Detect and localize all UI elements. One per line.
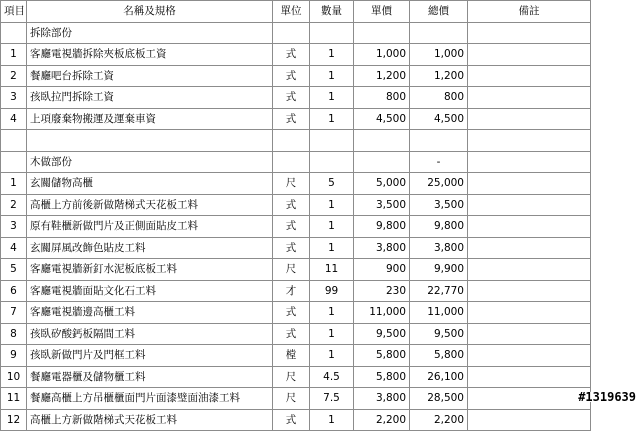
- item-name: 高櫃上方新做階梯式天花板工料: [27, 409, 273, 431]
- item-price: 230: [354, 280, 410, 302]
- section-title: 木做部份: [27, 151, 273, 173]
- item-qty: 5: [310, 173, 354, 195]
- item-note: [468, 345, 591, 367]
- item-unit: 式: [273, 409, 310, 431]
- item-number: 4: [1, 108, 27, 130]
- item-name: 孩臥矽酸鈣板隔間工料: [27, 323, 273, 345]
- item-number: 11: [1, 388, 27, 410]
- table-row: [1, 44, 591, 66]
- item-note: [468, 302, 591, 324]
- item-number: 6: [1, 280, 27, 302]
- section-title-row: [1, 22, 591, 44]
- item-qty: 4.5: [310, 366, 354, 388]
- table-row: [1, 302, 591, 324]
- item-qty: 1: [310, 44, 354, 66]
- empty-cell: [27, 130, 273, 152]
- item-number: 2: [1, 194, 27, 216]
- item-price: 3,800: [354, 237, 410, 259]
- item-note: [468, 194, 591, 216]
- item-unit: 尺: [273, 173, 310, 195]
- item-name: 原有鞋櫃新做門片及正側面貼皮工料: [27, 216, 273, 238]
- table-row: [1, 216, 591, 238]
- item-name: 高櫃上方前後新做階梯式天花板工料: [27, 194, 273, 216]
- item-number: 10: [1, 366, 27, 388]
- item-number: 5: [1, 259, 27, 281]
- item-price: 800: [354, 87, 410, 109]
- item-unit: 式: [273, 65, 310, 87]
- item-total: 25,000: [410, 173, 468, 195]
- item-number: 3: [1, 87, 27, 109]
- item-price: 1,200: [354, 65, 410, 87]
- header-price: 單價: [354, 1, 410, 23]
- item-total: 9,500: [410, 323, 468, 345]
- item-qty: 1: [310, 237, 354, 259]
- watermark: #1319639: [578, 390, 636, 404]
- item-number: 8: [1, 323, 27, 345]
- item-price: 11,000: [354, 302, 410, 324]
- header-unit: 單位: [273, 1, 310, 23]
- empty-cell: [354, 151, 410, 173]
- item-number: 1: [1, 44, 27, 66]
- item-note: [468, 173, 591, 195]
- item-name: 孩臥新做門片及門框工料: [27, 345, 273, 367]
- table-row: [1, 194, 591, 216]
- item-qty: 1: [310, 87, 354, 109]
- table-row: [1, 237, 591, 259]
- item-price: 3,800: [354, 388, 410, 410]
- item-unit: 式: [273, 44, 310, 66]
- item-name: 玄關屏風改飾色貼皮工料: [27, 237, 273, 259]
- empty-cell: [468, 22, 591, 44]
- item-name: 餐廳電器櫃及儲物櫃工料: [27, 366, 273, 388]
- item-note: [468, 323, 591, 345]
- table-row: [1, 173, 591, 195]
- item-qty: 1: [310, 323, 354, 345]
- item-total: 2,200: [410, 409, 468, 431]
- item-number: 7: [1, 302, 27, 324]
- empty-cell: [310, 151, 354, 173]
- item-unit: 式: [273, 323, 310, 345]
- table-row: [1, 323, 591, 345]
- item-total: 9,900: [410, 259, 468, 281]
- section-total: [410, 22, 468, 44]
- table-row: [1, 280, 591, 302]
- section-title: 拆除部份: [27, 22, 273, 44]
- item-name: 孩臥拉門拆除工資: [27, 87, 273, 109]
- empty-cell: [273, 151, 310, 173]
- item-unit: 式: [273, 216, 310, 238]
- table-row: [1, 108, 591, 130]
- item-unit: 式: [273, 302, 310, 324]
- table-row: [1, 259, 591, 281]
- empty-cell: [410, 130, 468, 152]
- empty-cell: [1, 151, 27, 173]
- empty-cell: [1, 22, 27, 44]
- item-number: 2: [1, 65, 27, 87]
- empty-cell: [354, 22, 410, 44]
- item-note: [468, 108, 591, 130]
- item-total: 22,770: [410, 280, 468, 302]
- item-number: 1: [1, 173, 27, 195]
- item-name: 客廳電視牆拆除夾板底板工資: [27, 44, 273, 66]
- item-name: 餐廳高櫃上方吊櫃櫃面門片面漆璧面油漆工料: [27, 388, 273, 410]
- item-unit: 才: [273, 280, 310, 302]
- empty-cell: [468, 151, 591, 173]
- item-price: 5,800: [354, 366, 410, 388]
- item-unit: 樘: [273, 345, 310, 367]
- item-total: 4,500: [410, 108, 468, 130]
- item-qty: 1: [310, 216, 354, 238]
- section-total: -: [410, 151, 468, 173]
- table-row: [1, 345, 591, 367]
- item-unit: 式: [273, 237, 310, 259]
- empty-cell: [354, 130, 410, 152]
- item-qty: 7.5: [310, 388, 354, 410]
- empty-cell: [273, 22, 310, 44]
- item-price: 9,500: [354, 323, 410, 345]
- item-note: [468, 388, 591, 410]
- item-name: 客廳電視牆邊高櫃工料: [27, 302, 273, 324]
- item-unit: 式: [273, 108, 310, 130]
- item-total: 1,200: [410, 65, 468, 87]
- item-name: 玄關儲物高櫃: [27, 173, 273, 195]
- item-name: 客廳電視牆新釘水泥板底板工料: [27, 259, 273, 281]
- item-note: [468, 216, 591, 238]
- item-total: 28,500: [410, 388, 468, 410]
- table-row: [1, 388, 591, 410]
- item-price: 2,200: [354, 409, 410, 431]
- blank-row: [1, 130, 591, 152]
- table-row: [1, 409, 591, 431]
- table-body: [1, 22, 591, 431]
- item-note: [468, 44, 591, 66]
- item-note: [468, 65, 591, 87]
- header-note: 備註: [468, 1, 591, 23]
- item-number: 9: [1, 345, 27, 367]
- item-price: 9,800: [354, 216, 410, 238]
- item-number: 4: [1, 237, 27, 259]
- item-note: [468, 280, 591, 302]
- item-qty: 1: [310, 302, 354, 324]
- empty-cell: [310, 130, 354, 152]
- item-price: 4,500: [354, 108, 410, 130]
- item-price: 5,000: [354, 173, 410, 195]
- item-qty: 11: [310, 259, 354, 281]
- item-note: [468, 409, 591, 431]
- item-total: 9,800: [410, 216, 468, 238]
- item-total: 1,000: [410, 44, 468, 66]
- item-qty: 1: [310, 345, 354, 367]
- section-title-row: [1, 151, 591, 173]
- header-total: 總價: [410, 1, 468, 23]
- item-price: 1,000: [354, 44, 410, 66]
- item-qty: 1: [310, 409, 354, 431]
- item-total: 3,800: [410, 237, 468, 259]
- item-qty: 1: [310, 194, 354, 216]
- item-price: 3,500: [354, 194, 410, 216]
- table-row: [1, 366, 591, 388]
- item-unit: 尺: [273, 388, 310, 410]
- empty-cell: [1, 130, 27, 152]
- table-row: [1, 65, 591, 87]
- item-unit: 尺: [273, 259, 310, 281]
- item-total: 11,000: [410, 302, 468, 324]
- item-note: [468, 87, 591, 109]
- empty-cell: [273, 130, 310, 152]
- table-row: [1, 87, 591, 109]
- item-total: 26,100: [410, 366, 468, 388]
- empty-cell: [310, 22, 354, 44]
- item-number: 3: [1, 216, 27, 238]
- item-total: 800: [410, 87, 468, 109]
- empty-cell: [468, 130, 591, 152]
- item-note: [468, 366, 591, 388]
- item-price: 900: [354, 259, 410, 281]
- header-name: 名稱及規格: [27, 1, 273, 23]
- item-qty: 99: [310, 280, 354, 302]
- item-number: 12: [1, 409, 27, 431]
- header-item: 項目: [1, 1, 27, 23]
- item-unit: 式: [273, 194, 310, 216]
- item-total: 3,500: [410, 194, 468, 216]
- item-name: 上項廢棄物搬運及運棄車資: [27, 108, 273, 130]
- item-total: 5,800: [410, 345, 468, 367]
- item-qty: 1: [310, 65, 354, 87]
- item-name: 餐廳吧台拆除工資: [27, 65, 273, 87]
- header-qty: 數量: [310, 1, 354, 23]
- item-name: 客廳電視牆面貼文化石工料: [27, 280, 273, 302]
- item-note: [468, 259, 591, 281]
- item-note: [468, 237, 591, 259]
- item-price: 5,800: [354, 345, 410, 367]
- item-qty: 1: [310, 108, 354, 130]
- item-unit: 式: [273, 87, 310, 109]
- header-row: [1, 1, 591, 23]
- item-unit: 尺: [273, 366, 310, 388]
